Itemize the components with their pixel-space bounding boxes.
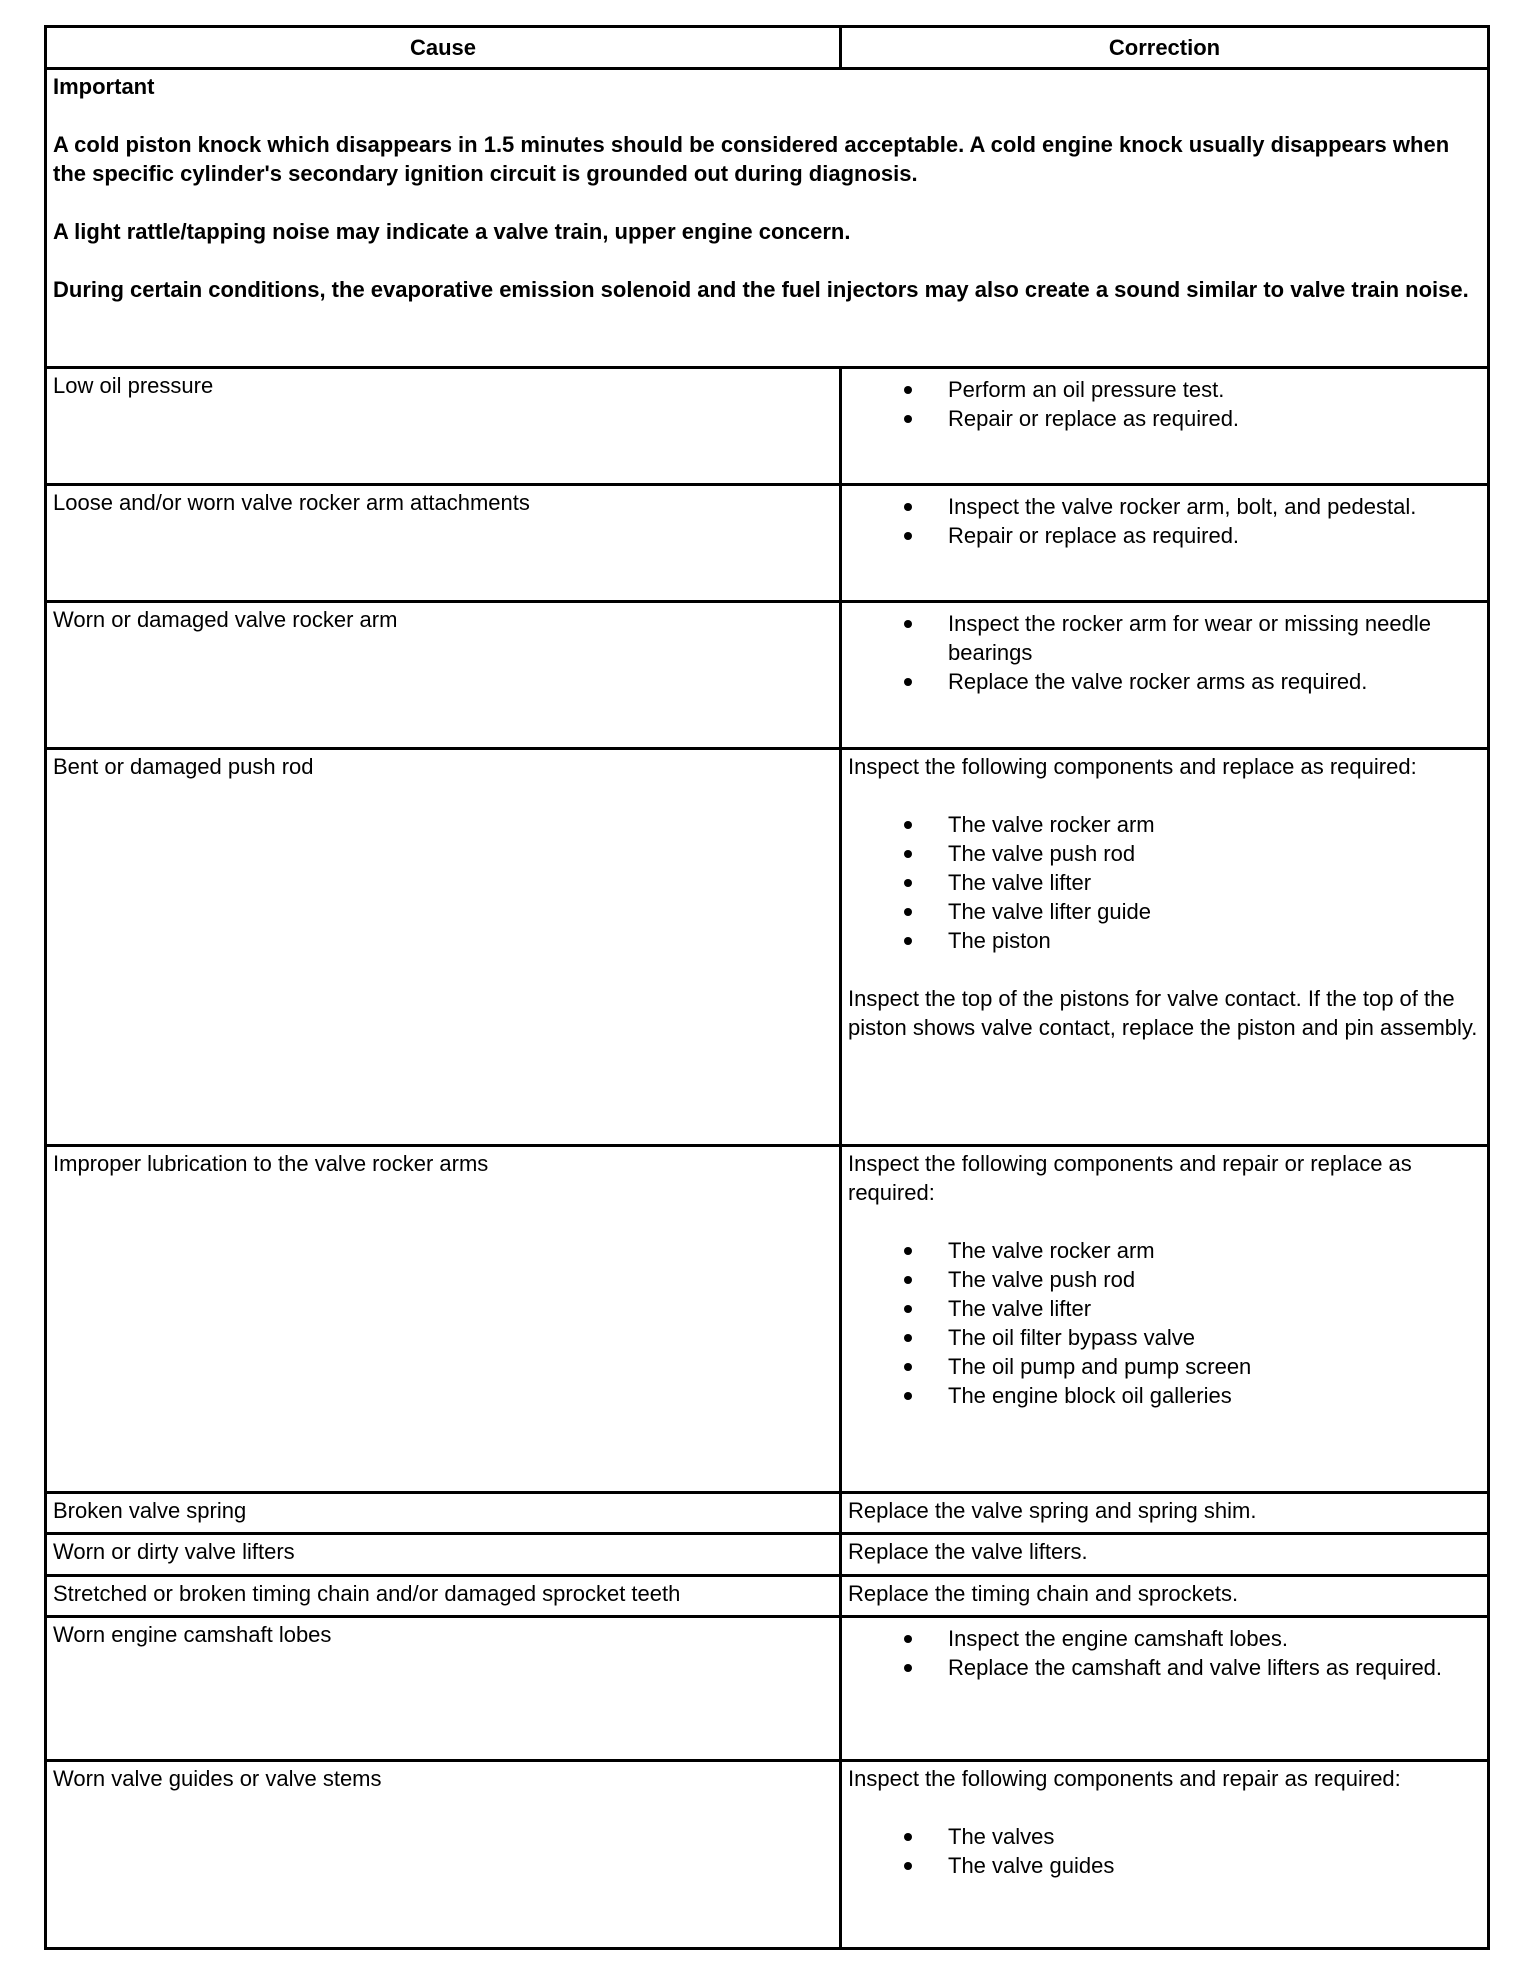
- correction-cell: [841, 749, 1489, 1146]
- bullet-item: Inspect the rocker arm for wear or missing needle bearings: [848, 609, 1481, 667]
- correction-cell: Replace the valve spring and spring shim.: [841, 1493, 1489, 1534]
- correction-cell: [841, 368, 1489, 485]
- important-paragraph: A cold piston knock which disappears in 1.5 minutes should be considered acceptable. A cold engine knock usually disappears when the specific cylinder's secondary ignition circuit is grounded out during diagnosis.: [53, 132, 1450, 186]
- bullet-item: Replace the camshaft and valve lifters as required.: [848, 1653, 1481, 1682]
- cause-cell: Broken valve spring: [46, 1493, 841, 1534]
- important-row: [46, 69, 1489, 368]
- correction-intro: Inspect the following components and repair as required:: [848, 1766, 1401, 1791]
- correction-cell: [841, 602, 1489, 749]
- table-row: [46, 1534, 1489, 1576]
- important-title: Important: [53, 74, 155, 99]
- cause-cell: Worn valve guides or valve stems: [46, 1761, 841, 1949]
- bullet-item: The valve push rod: [848, 1265, 1481, 1294]
- bullet-item: The engine block oil galleries: [848, 1381, 1481, 1410]
- correction-cell: [841, 1146, 1489, 1493]
- correction-cell: [841, 1617, 1489, 1761]
- correction-intro: Inspect the following components and replace as required:: [848, 754, 1417, 779]
- diagnosis-table: [44, 25, 1490, 1950]
- bullet-item: Perform an oil pressure test.: [848, 375, 1481, 404]
- important-note: [46, 69, 1489, 368]
- correction-cell: Replace the timing chain and sprockets.: [841, 1576, 1489, 1617]
- table-row: [46, 485, 1489, 602]
- bullet-item: The valve rocker arm: [848, 1236, 1481, 1265]
- bullet-item: The oil pump and pump screen: [848, 1352, 1481, 1381]
- table-row: [46, 1761, 1489, 1949]
- cause-cell: Worn or damaged valve rocker arm: [46, 602, 841, 749]
- table-row: [46, 1146, 1489, 1493]
- table-row: [46, 749, 1489, 1146]
- bullet-item: Repair or replace as required.: [848, 404, 1481, 433]
- cause-cell: Loose and/or worn valve rocker arm attachments: [46, 485, 841, 602]
- bullet-item: The valves: [848, 1822, 1481, 1851]
- cause-cell: Stretched or broken timing chain and/or damaged sprocket teeth: [46, 1576, 841, 1617]
- correction-intro: Inspect the following components and repair or replace as required:: [848, 1151, 1412, 1205]
- bullet-item: The valve lifter: [848, 1294, 1481, 1323]
- header-row: [46, 27, 1489, 69]
- bullet-item: Inspect the engine camshaft lobes.: [848, 1624, 1481, 1653]
- cause-cell: Worn or dirty valve lifters: [46, 1534, 841, 1576]
- correction-note: Inspect the top of the pistons for valve contact. If the top of the piston shows valve contact, replace the piston and pin assembly.: [848, 986, 1478, 1040]
- cause-cell: Improper lubrication to the valve rocker arms: [46, 1146, 841, 1493]
- important-paragraph: A light rattle/tapping noise may indicate a valve train, upper engine concern.: [53, 219, 851, 244]
- table-row: [46, 1493, 1489, 1534]
- table-row: [46, 1617, 1489, 1761]
- bullet-item: The valve push rod: [848, 839, 1481, 868]
- cause-cell: Bent or damaged push rod: [46, 749, 841, 1146]
- table-row: [46, 602, 1489, 749]
- bullet-item: The valve guides: [848, 1851, 1481, 1880]
- bullet-item: The oil filter bypass valve: [848, 1323, 1481, 1352]
- cause-cell: Low oil pressure: [46, 368, 841, 485]
- correction-header: Correction: [841, 27, 1489, 69]
- bullet-item: The valve rocker arm: [848, 810, 1481, 839]
- correction-cell: [841, 485, 1489, 602]
- bullet-item: Inspect the valve rocker arm, bolt, and pedestal.: [848, 492, 1481, 521]
- table-row: [46, 1576, 1489, 1617]
- bullet-item: The valve lifter: [848, 868, 1481, 897]
- correction-cell: [841, 1761, 1489, 1949]
- bullet-item: Replace the valve rocker arms as required.: [848, 667, 1481, 696]
- correction-cell: Replace the valve lifters.: [841, 1534, 1489, 1576]
- bullet-item: Repair or replace as required.: [848, 521, 1481, 550]
- table-row: [46, 368, 1489, 485]
- cause-header: Cause: [46, 27, 841, 69]
- bullet-item: The piston: [848, 926, 1481, 955]
- cause-cell: Worn engine camshaft lobes: [46, 1617, 841, 1761]
- bullet-item: The valve lifter guide: [848, 897, 1481, 926]
- important-paragraph: During certain conditions, the evaporative emission solenoid and the fuel injectors may also create a sound similar to valve train noise.: [53, 277, 1469, 302]
